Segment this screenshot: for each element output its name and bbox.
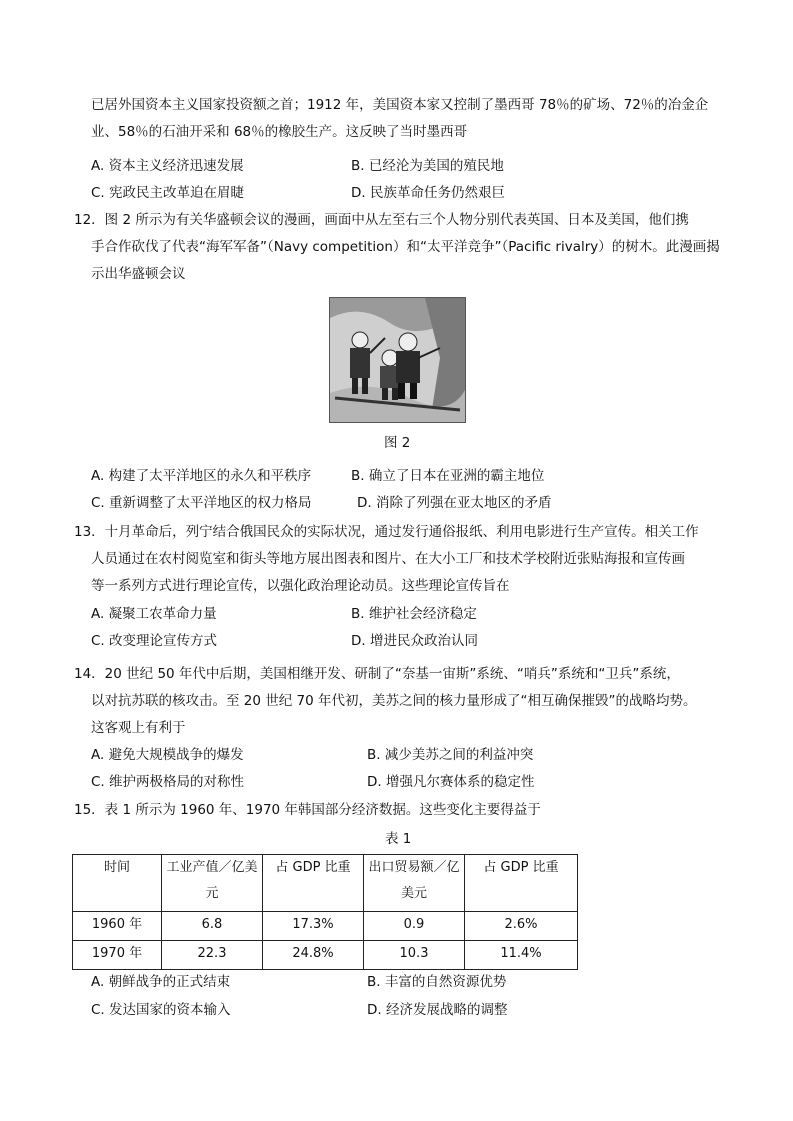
q15-option-c: C. 发达国家的资本输入 xyxy=(91,1002,231,1018)
figure-2-caption: 图 2 xyxy=(384,435,411,451)
cartoon-illustration xyxy=(330,298,465,422)
table-cell: 2.6% xyxy=(465,912,578,941)
q11-option-b: B. 已经沦为美国的殖民地 xyxy=(351,158,504,174)
q13-stem-line-2: 人员通过在农村阅览室和街头等地方展出图表和图片、在大小工厂和技术学校附近张贴海报和宣传画 xyxy=(91,551,685,567)
table-cell: 0.9 xyxy=(364,912,465,941)
q13-option-b: B. 维护社会经济稳定 xyxy=(351,606,477,622)
table-row xyxy=(73,912,578,941)
table-cell: 6.8 xyxy=(162,912,263,941)
table-cell: 24.8% xyxy=(263,941,364,970)
table-cell: 10.3 xyxy=(364,941,465,970)
q11-stem-line-1: 已居外国资本主义国家投资额之首；1912 年，美国资本家又控制了墨西哥 78％的矿场、72％的冶金企 xyxy=(91,97,709,113)
q13-stem-line-1: 13．十月革命后，列宁结合俄国民众的实际状况，通过发行通俗报纸、利用电影进行生产宣传。相关工作 xyxy=(74,524,699,540)
q14-stem-line-1: 14．20 世纪 50 年代中后期，美国相继开发、研制了“奈基一宙斯”系统、“哨兵”系统和“卫兵”系统， xyxy=(74,666,680,682)
table-1-title: 表 1 xyxy=(385,831,412,847)
table-header-cell: 工业产值／亿美元 xyxy=(162,855,263,912)
q14-option-b: B. 减少美苏之间的利益冲突 xyxy=(367,747,534,763)
q12-option-c: C. 重新调整了太平洋地区的权力格局 xyxy=(91,495,312,511)
table-header-cell: 占 GDP 比重 xyxy=(263,855,364,912)
q13-option-d: D. 增进民众政治认同 xyxy=(351,633,478,649)
q14-stem-line-3: 这客观上有利于 xyxy=(91,720,186,736)
table-cell: 1970 年 xyxy=(73,941,162,970)
q11-option-c: C. 宪政民主改革迫在眉睫 xyxy=(91,185,245,201)
q12-stem-line-2: 手合作砍伐了代表“海军军备”（Navy competition）和“太平洋竞争”（Pacific rivalry）的树木。此漫画揭 xyxy=(91,239,720,255)
q12-option-d: D. 消除了列强在亚太地区的矛盾 xyxy=(357,495,552,511)
table-cell: 17.3% xyxy=(263,912,364,941)
q14-option-c: C. 维护两极格局的对称性 xyxy=(91,774,245,790)
q11-option-d: D. 民族革命任务仍然艰巨 xyxy=(351,185,505,201)
table-row xyxy=(73,941,578,970)
table-header-row xyxy=(73,855,578,912)
q12-stem-line-3: 示出华盛顿会议 xyxy=(91,266,186,282)
q12-option-b: B. 确立了日本在亚洲的霸主地位 xyxy=(351,468,545,484)
korea-economy-table xyxy=(72,854,578,970)
table-cell: 11.4% xyxy=(465,941,578,970)
q15-stem-line-1: 15．表 1 所示为 1960 年、1970 年韩国部分经济数据。这些变化主要得益于 xyxy=(74,802,541,818)
q14-stem-line-2: 以对抗苏联的核攻击。至 20 世纪 70 年代初，美苏之间的核力量形成了“相互确保摧毁”的战略均势。 xyxy=(91,693,697,709)
q12-option-a: A. 构建了太平洋地区的永久和平秩序 xyxy=(91,468,312,484)
q11-option-a: A. 资本主义经济迅速发展 xyxy=(91,158,244,174)
q13-option-a: A. 凝聚工农革命力量 xyxy=(91,606,217,622)
q14-option-a: A. 避免大规模战争的爆发 xyxy=(91,747,244,763)
q15-option-a: A. 朝鲜战争的正式结束 xyxy=(91,974,231,990)
q13-option-c: C. 改变理论宣传方式 xyxy=(91,633,218,649)
q14-option-d: D. 增强凡尔赛体系的稳定性 xyxy=(367,774,535,790)
q15-option-d: D. 经济发展战略的调整 xyxy=(367,1002,508,1018)
q11-stem-line-2: 业、58％的石油开采和 68％的橡胶生产。这反映了当时墨西哥 xyxy=(91,124,468,140)
washington-conference-cartoon xyxy=(329,297,466,423)
q12-stem-line-1: 12．图 2 所示为有关华盛顿会议的漫画，画面中从左至右三个人物分别代表英国、日本及美国，他们携 xyxy=(74,212,689,228)
table-header-cell: 占 GDP 比重 xyxy=(465,855,578,912)
q13-stem-line-3: 等一系列方式进行理论宣传，以强化政治理论动员。这些理论宣传旨在 xyxy=(91,578,510,594)
table-cell: 22.3 xyxy=(162,941,263,970)
table-header-cell: 出口贸易额／亿美元 xyxy=(364,855,465,912)
q15-option-b: B. 丰富的自然资源优势 xyxy=(367,974,507,990)
table-cell: 1960 年 xyxy=(73,912,162,941)
table-header-cell: 时间 xyxy=(73,855,162,912)
